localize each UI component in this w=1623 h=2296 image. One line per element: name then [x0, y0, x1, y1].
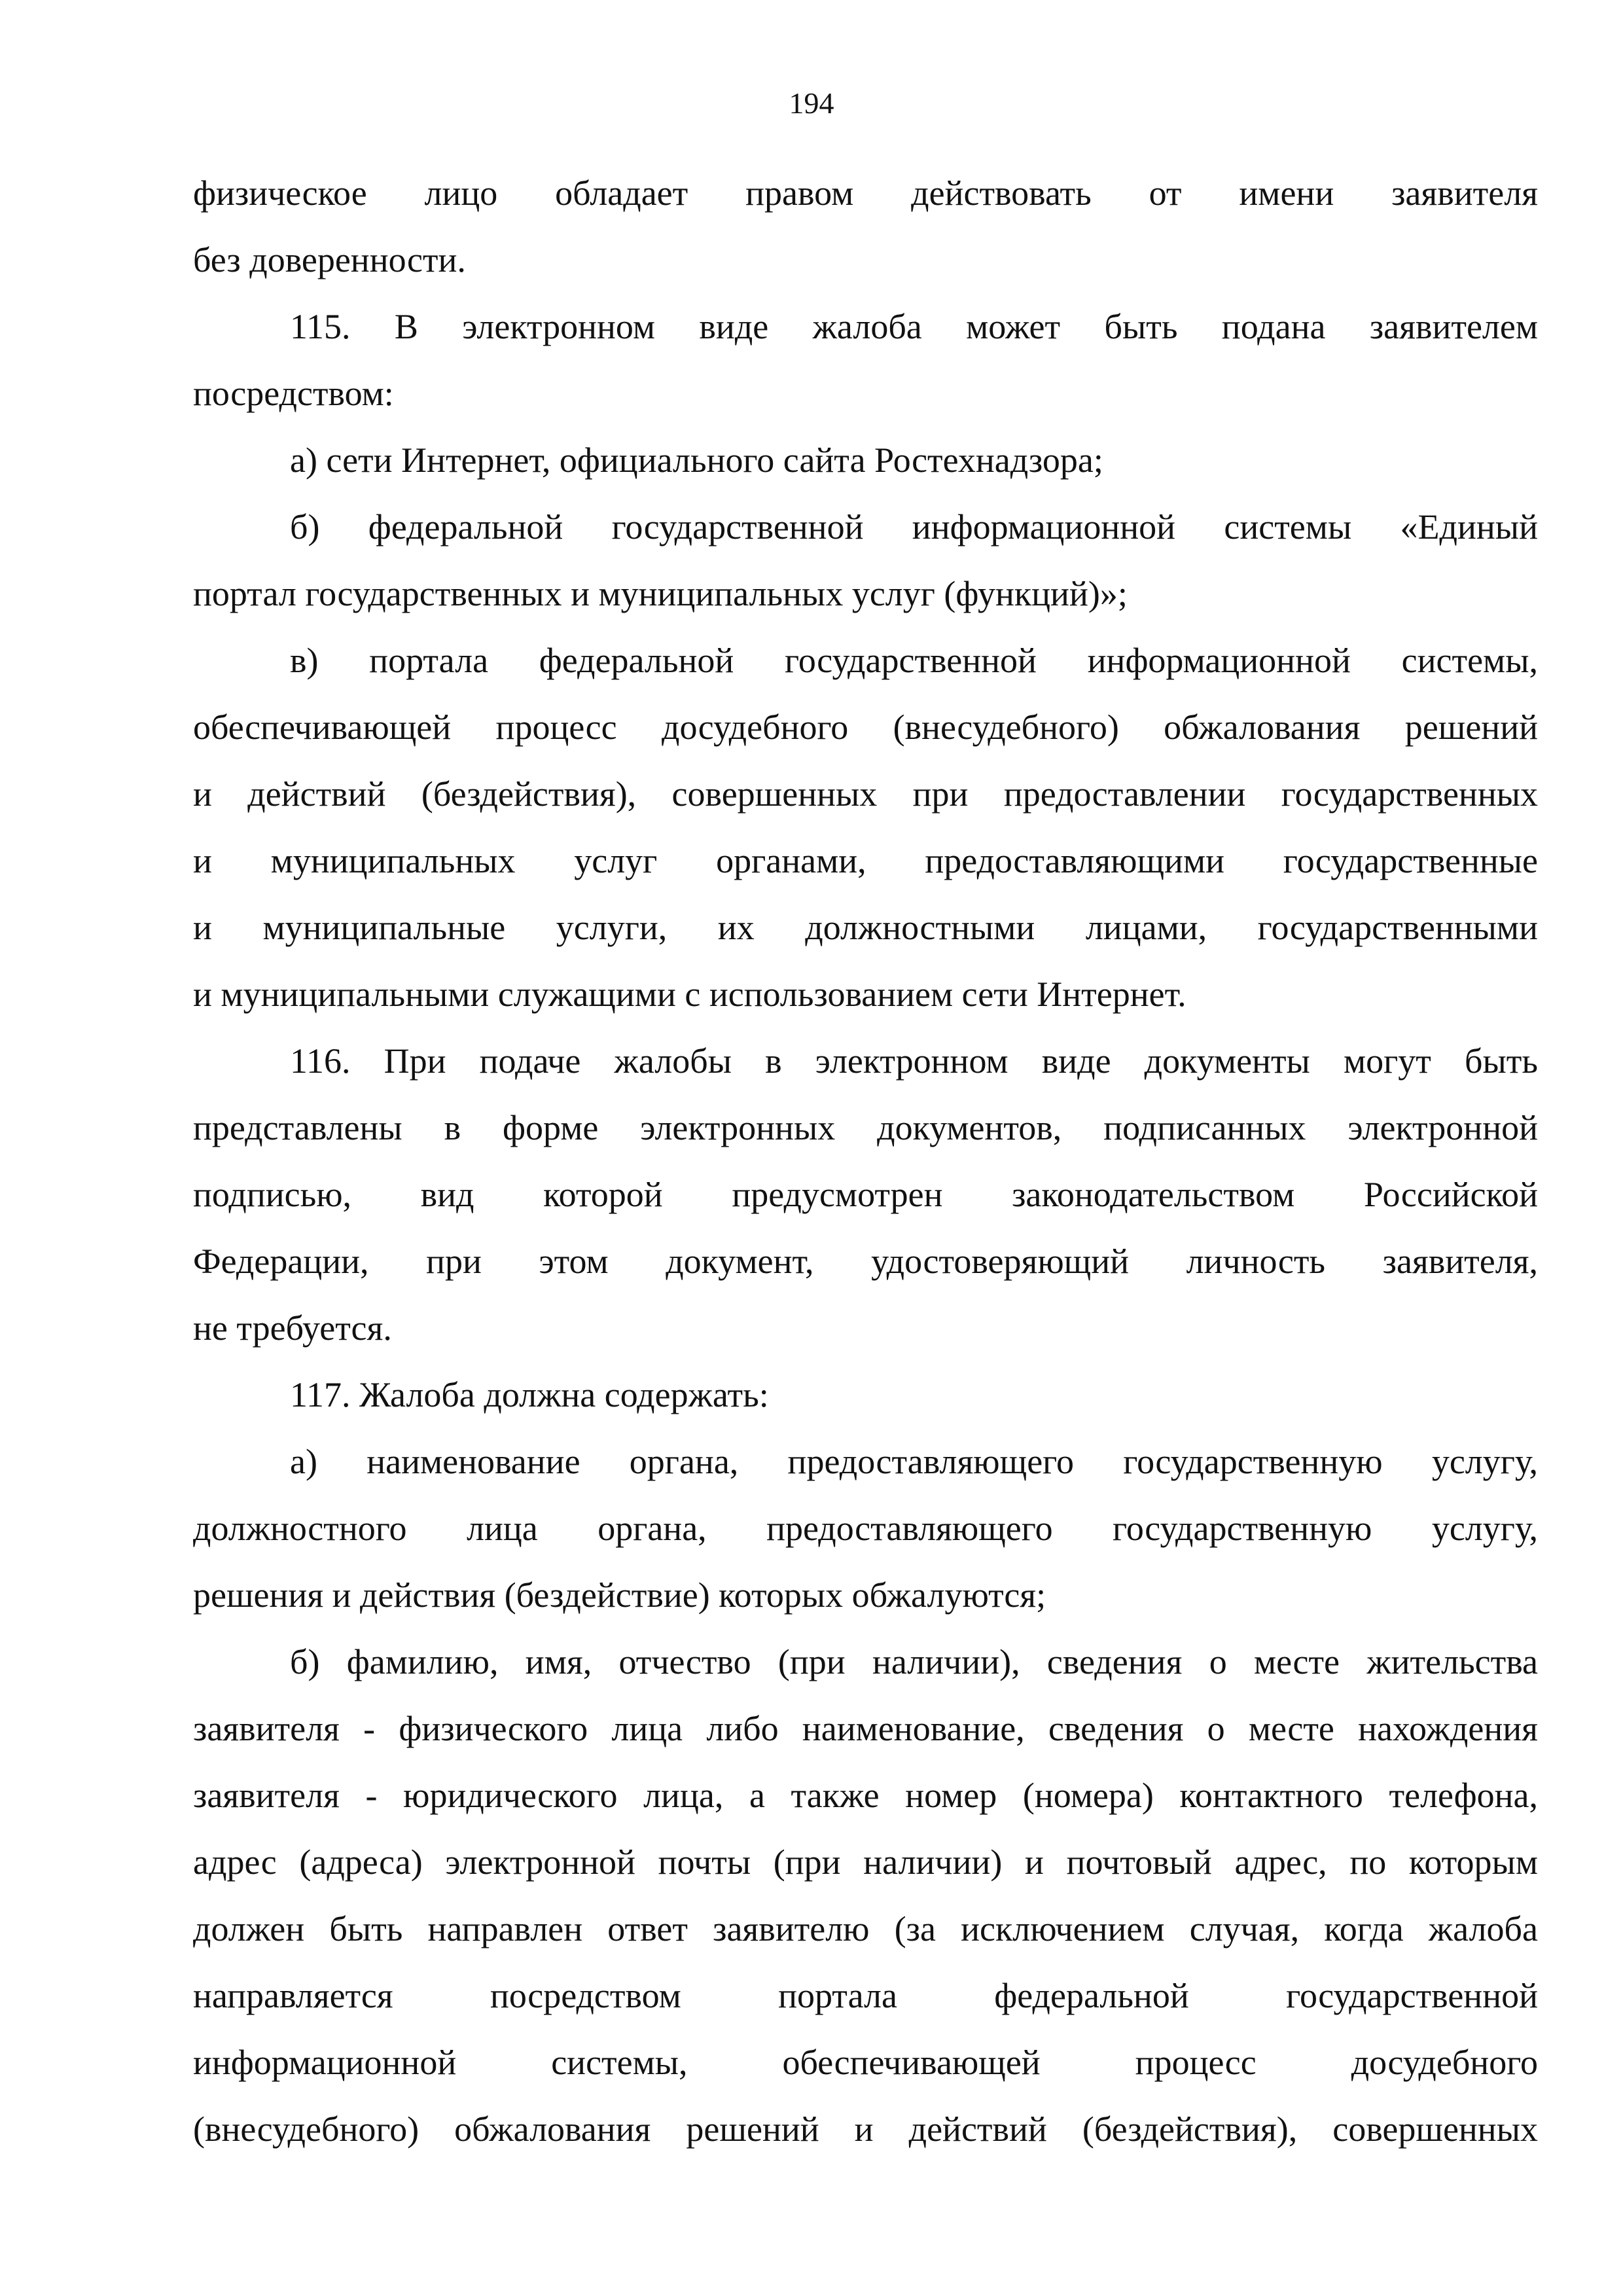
paragraph-p117b-line: (внесудебного) обжалования решений и действий (бездействия), совершенных — [193, 2109, 1538, 2149]
paragraph-p117b-line: направляется посредством портала федеральной государственной — [193, 1976, 1538, 2015]
paragraph-p115b-line: б) федеральной государственной информационной системы «Единый — [290, 507, 1538, 547]
document-body — [193, 160, 1538, 2162]
paragraph-p115c-line: и муниципальных услуг органами, предоставляющими государственные — [193, 841, 1538, 880]
paragraph-p116-line: подписью, вид которой предусмотрен законодательством Российской — [193, 1175, 1538, 1214]
paragraph-p115-line: посредством: — [193, 374, 394, 413]
paragraph-p117-line: 117. Жалоба должна содержать: — [290, 1375, 769, 1414]
paragraph-p117a-line: должностного лица органа, предоставляющего государственную услугу, — [193, 1509, 1538, 1548]
paragraph-p117b-line: информационной системы, обеспечивающей процесс досудебного — [193, 2043, 1538, 2082]
paragraph-p116-line: Федерации, при этом документ, удостоверяющий личность заявителя, — [193, 1242, 1538, 1281]
paragraph-p115c-line: и действий (бездействия), совершенных при предоставлении государственных — [193, 774, 1538, 814]
paragraph-p117b-line: б) фамилию, имя, отчество (при наличии), сведения о месте жительства — [290, 1642, 1538, 1681]
paragraph-p115a-line: а) сети Интернет, официального сайта Ростехнадзора; — [290, 440, 1103, 480]
paragraph-p115c-line: в) портала федеральной государственной информационной системы, — [290, 641, 1538, 680]
paragraph-p115-line: 115. В электронном виде жалоба может быть подана заявителем — [290, 307, 1538, 346]
paragraph-continuation-line: физическое лицо обладает правом действовать от имени заявителя — [193, 173, 1538, 213]
paragraph-p116-line: не требуется. — [193, 1308, 392, 1348]
paragraph-p117b-line: заявителя - юридического лица, а также номер (номера) контактного телефона, — [193, 1776, 1538, 1815]
paragraph-p115c-line: и муниципальные услуги, их должностными лицами, государственными — [193, 908, 1538, 947]
paragraph-p117b-line: адрес (адреса) электронной почты (при наличии) и почтовый адрес, по которым — [193, 1842, 1538, 1882]
paragraph-p117a-line: решения и действия (бездействие) которых обжалуются; — [193, 1575, 1046, 1615]
paragraph-p115c-line: и муниципальными служащими с использованием сети Интернет. — [193, 975, 1186, 1014]
paragraph-p115c-line: обеспечивающей процесс досудебного (внесудебного) обжалования решений — [193, 708, 1538, 747]
paragraph-p117a-line: а) наименование органа, предоставляющего государственную услугу, — [290, 1442, 1538, 1481]
paragraph-p117b-line: заявителя - физического лица либо наименование, сведения о месте нахождения — [193, 1709, 1538, 1748]
paragraph-continuation-line: без доверенности. — [193, 240, 466, 279]
paragraph-p116-line: представлены в форме электронных документов, подписанных электронной — [193, 1108, 1538, 1147]
paragraph-p117b-line: должен быть направлен ответ заявителю (за исключением случая, когда жалоба — [193, 1909, 1538, 1948]
paragraph-p116-line: 116. При подаче жалобы в электронном виде документы могут быть — [290, 1041, 1538, 1081]
page-number: 194 — [789, 86, 834, 120]
paragraph-p115b-line: портал государственных и муниципальных услуг (функций)»; — [193, 574, 1128, 613]
